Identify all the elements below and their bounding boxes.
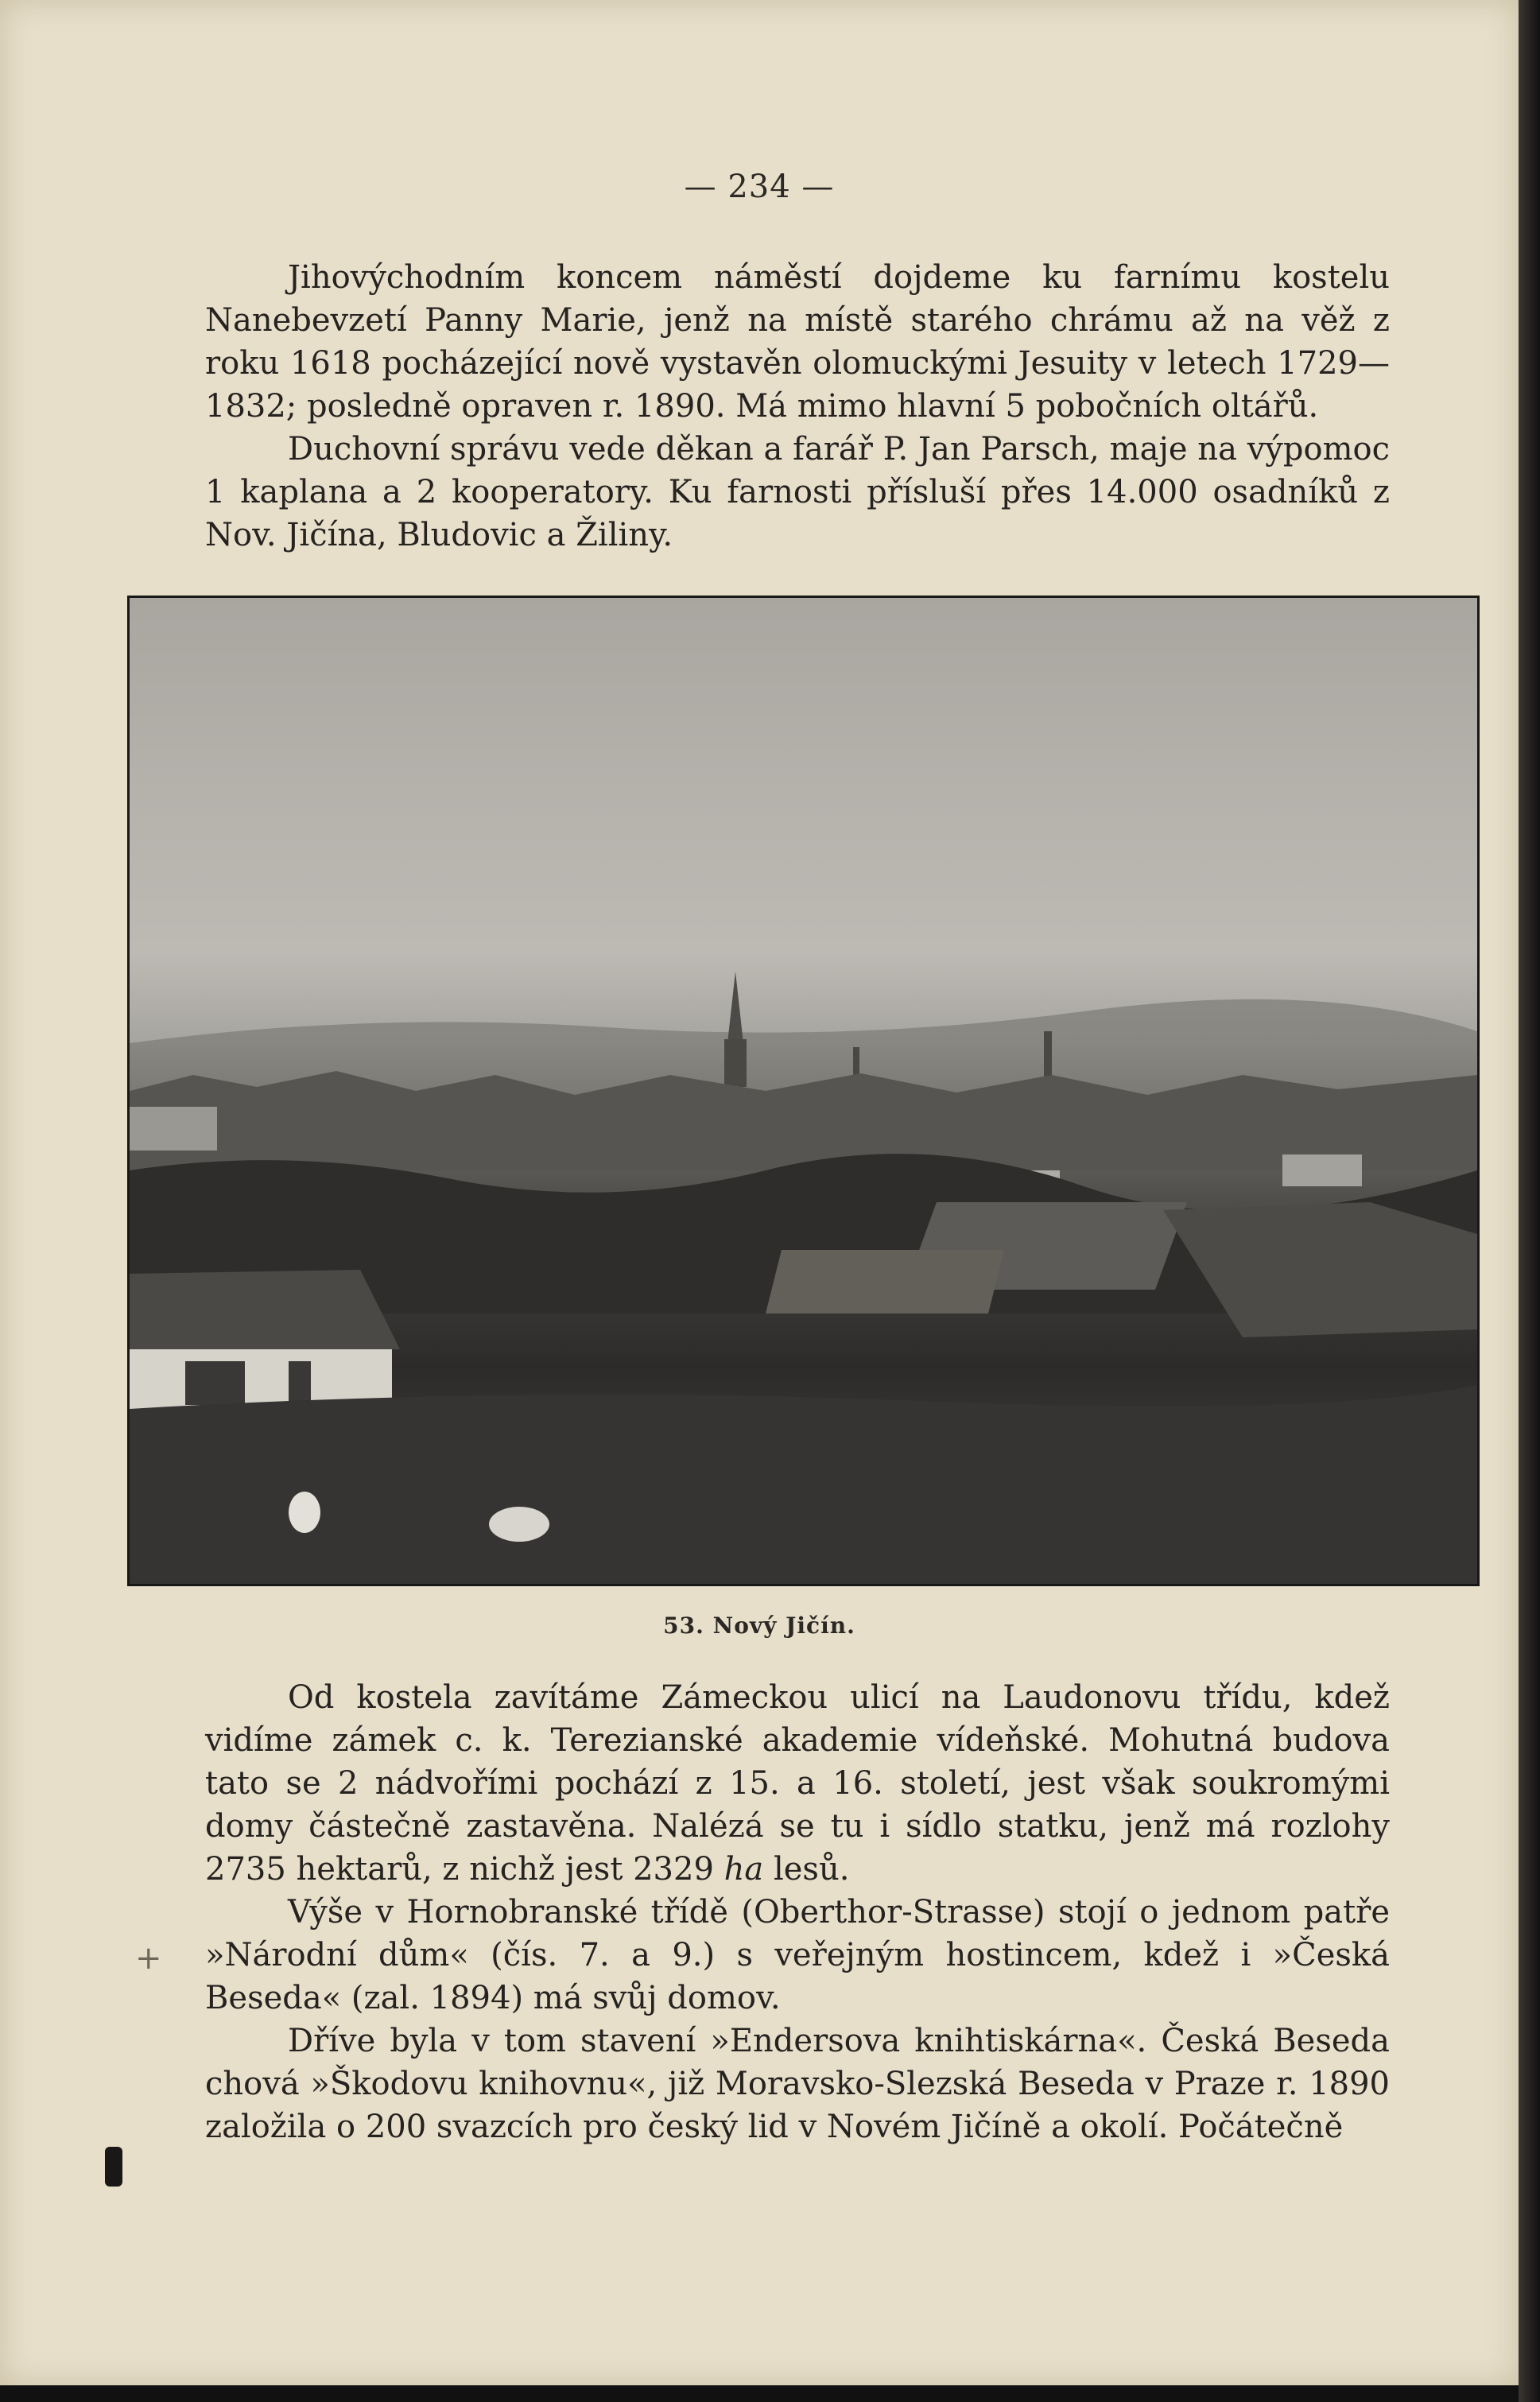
text-block-top [205,256,1390,557]
page-number: — 234 — [684,169,835,205]
book-spine-edge [1519,0,1540,2402]
photo-caption: 53. Nový Jičín. [663,1612,855,1639]
margin-pencil-mark: + [135,1940,162,1977]
paragraph-narodni-dum: Výše v Hornobranské třídě (Oberthor-Strasse) stojí o jednom patře »Národní dům« (čís. 7. a 9.) s veřejným hostincem, kdež i »Česká Beseda« (zal. 1894) má svůj domov. [205,1894,1390,2016]
paragraph-library: Dříve byla v tom stavení »Endersova knihtiskárna«. Česká Beseda chová »Škodovu knihovnu«, již Moravsko-Slezská Beseda v Praze r. 1890 založila o 200 svazcích pro český lid v Novém Jičíně a okolí. Počátečně [205,2023,1390,2145]
hectare-unit: ha [723,1851,764,1888]
ink-blot-mark [105,2147,122,2187]
paragraph-castle-end: lesů. [763,1851,850,1888]
text-block-bottom [205,1676,1390,2148]
paragraph-castle-text: Od kostela zavítáme Zámeckou ulicí na Laudonovu třídu, kdež vidíme zámek c. k. Terezianské akademie vídeňské. Mohutná budova tato se 2 nádvořími pochází z 15. a 16. století, jest však soukromými domy částečně zastavěna. Nalézá se tu i sídlo statku, jenž má rozlohy 2735 hektarů, z nichž jest 2329 [205,1679,1390,1888]
paragraph-castle [205,1676,1390,1891]
town-panorama-illustration [130,598,1477,1584]
paragraph-church: Jihovýchodním koncem náměstí dojdeme ku farnímu kostelu Nanebevzetí Panny Marie, jenž na místě starého chrámu až na věž z roku 1618 pocházející nově vystavěn olomuckými Jesuity v letech 1729—1832; posledně opraven r. 1890. Má mimo hlavní 5 pobočních oltářů. [205,259,1390,425]
town-photograph [127,596,1480,1586]
paragraph-parish: Duchovní správu vede děkan a farář P. Jan Parsch, maje na výpomoc 1 kaplana a 2 kooperatory. Ku farnosti přísluší přes 14.000 osadníků z Nov. Jičína, Bludovic a Žiliny. [205,431,1390,553]
